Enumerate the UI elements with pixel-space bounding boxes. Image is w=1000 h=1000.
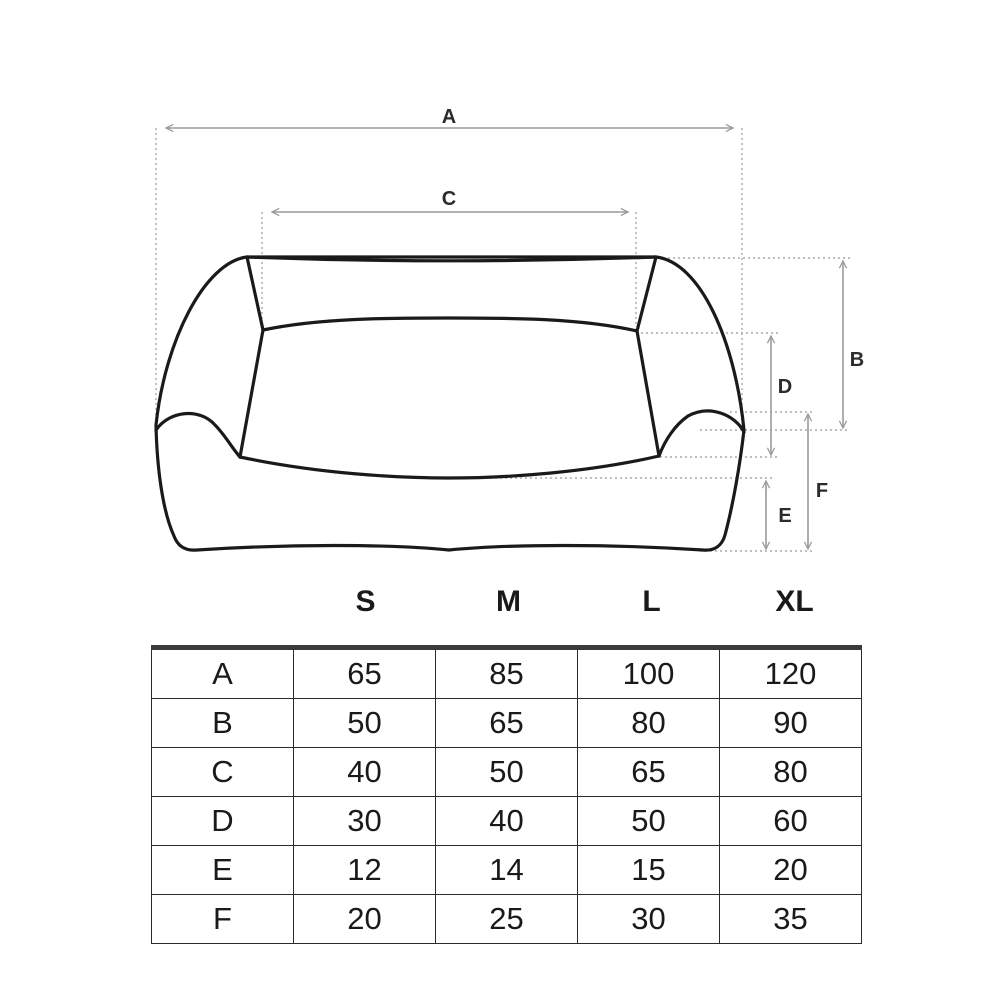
dimension-label-d: D (777, 376, 793, 398)
size-header-xl: XL (775, 585, 814, 618)
table-cell: 15 (578, 846, 720, 895)
table-row (152, 748, 862, 797)
table-cell: 40 (294, 748, 436, 797)
table-cell: 65 (436, 699, 578, 748)
table-cell: 50 (436, 748, 578, 797)
size-table (151, 645, 862, 944)
dimension-label-b: B (849, 349, 865, 371)
bed-outer-shell (156, 257, 744, 550)
table-cell: 100 (578, 648, 720, 699)
table-cell: 12 (294, 846, 436, 895)
dimension-label-e: E (778, 505, 792, 527)
dimension-label-c: C (441, 188, 457, 210)
table-cell: 65 (578, 748, 720, 797)
cushion-right-edge (637, 331, 659, 456)
table-cell: 35 (720, 895, 862, 944)
table-cell: 65 (294, 648, 436, 699)
cushion-front-edge (240, 456, 659, 478)
table-cell: 50 (294, 699, 436, 748)
row-label: C (152, 748, 294, 797)
table-cell: 14 (436, 846, 578, 895)
cushion-top-edge (263, 318, 637, 331)
table-row (152, 895, 862, 944)
table-cell: 60 (720, 797, 862, 846)
table-row (152, 648, 862, 699)
table-row (152, 699, 862, 748)
size-header-l: L (642, 585, 661, 618)
cushion-left-edge (240, 330, 263, 457)
table-cell: 85 (436, 648, 578, 699)
left-corner-crease (247, 257, 263, 330)
table-cell: 25 (436, 895, 578, 944)
dimension-label-f: F (815, 480, 829, 502)
table-cell: 30 (294, 797, 436, 846)
size-header-m: M (496, 585, 521, 618)
table-cell: 90 (720, 699, 862, 748)
table-cell: 50 (578, 797, 720, 846)
table-cell: 40 (436, 797, 578, 846)
bed-outline (156, 257, 744, 550)
dimension-label-a: A (441, 106, 457, 128)
table-cell: 20 (294, 895, 436, 944)
table-cell: 20 (720, 846, 862, 895)
table-row (152, 846, 862, 895)
table-cell: 80 (578, 699, 720, 748)
table-row (152, 797, 862, 846)
right-corner-crease (637, 257, 656, 331)
row-label: E (152, 846, 294, 895)
row-label: F (152, 895, 294, 944)
row-label: A (152, 648, 294, 699)
left-armrest-curve (156, 414, 240, 457)
table-cell: 80 (720, 748, 862, 797)
table-cell: 30 (578, 895, 720, 944)
right-armrest-curve (659, 411, 744, 456)
row-label: D (152, 797, 294, 846)
size-header-s: S (355, 585, 376, 618)
row-label: B (152, 699, 294, 748)
table-cell: 120 (720, 648, 862, 699)
